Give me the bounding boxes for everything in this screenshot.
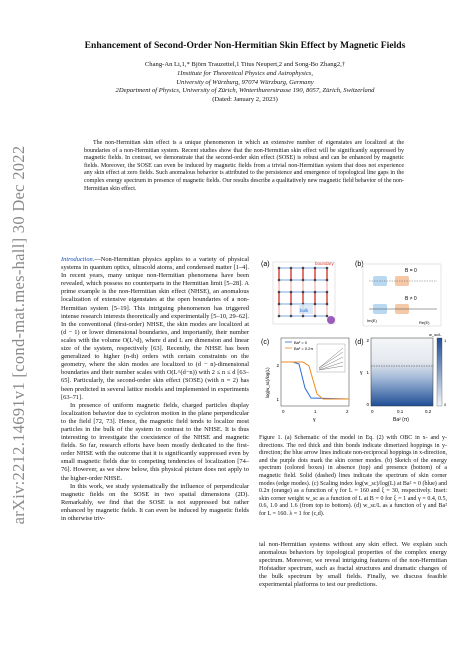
- d-ytick-2: 2: [366, 338, 369, 343]
- colorbar-title: w_sc/L: [429, 332, 442, 337]
- d-ylabel: γ: [360, 370, 363, 376]
- c-ylabel: log(w_sc)/log(L): [265, 367, 270, 398]
- c-ytick-1: 1: [276, 397, 279, 402]
- lattice-site: [326, 303, 329, 306]
- d-ytick-0: 0: [366, 402, 369, 407]
- boundary-label: boundary: [315, 261, 334, 266]
- panel-d-label: (d): [355, 339, 364, 346]
- figure-1-caption: Figure 1. (a) Schematic of the model in Eq. (2) with OBC in x- and y-directions. The red thick and thin bonds indicate dimerized hoppings in y-direction; the blue arrow lines indicate non-reciprocal hoppings in x-direction, and the purple dots mark the skin corner modes. (b) Sketch of the energy spectrum (colored boxes) in absence (top) and presence (bottom) of a magnetic field. Solid (dashed) lines indicate the spectrum of skin corner modes (edge modes). (c) Scaling index log(w_sc)/log(L) at Ba² = 0 (blue) and 0.2π (orange) as a function of γ for L = 160 and ξ = 30, respectively. Inset: skin corner weight w_sc as a function of L at B = 0 for ξ = 1 and γ = 0.4, 0.5, 0.6, 1.0 and 1.6 (from top to bottom). (d) w_sc/L as a function of γ and Ba² for L = 160. λ = 1 for (c,d).: [259, 435, 447, 517]
- intro-paragraph-1: [61, 256, 249, 402]
- b-top-label: B = 0: [405, 268, 417, 274]
- arxiv-stamp: [4, 0, 34, 670]
- lattice-site: [290, 267, 293, 270]
- lattice-site: [326, 279, 329, 282]
- left-column: [61, 256, 249, 523]
- lattice-site: [302, 315, 305, 318]
- abstract: The non-Hermitian skin effect is a unique phenomenon in which an extensive number of eigenstates are localized at the boundaries of a non-Hermitian system. Recent studies show that the non-Hermitian skin effect will be significantly suppressed by magnetic fields. In contrast, we demonstrate that the second-order skin effect (SOSE) is robust and can be enhanced by magnetic fields. Moreover, the SOSE can even be induced by magnetic fields from a trivial non-Hermitian system that does not experience any skin effect at zero fields. Such anomalous behavior is attributed to the persistence and emergence of topological line gaps in the complex energy spectrum in presence of magnetic fields. Our results describe a qualitatively new magnetic field behavior of the non-Hermitian skin effect.: [84, 140, 404, 192]
- colorbar-tick-max: 1: [444, 338, 447, 343]
- affiliation-1: 1Institute for Theoretical Physics and Astrophysics,: [176, 69, 313, 77]
- b-bottom-label: B ≠ 0: [405, 296, 417, 302]
- lattice-site: [314, 303, 317, 306]
- paper-title: Enhancement of Second-Order Non-Hermitian Skin Effect by Magnetic Fields: [84, 40, 406, 51]
- c-xtick-0: 0: [282, 409, 285, 414]
- lattice-site: [326, 315, 329, 318]
- figure-1-graphic: [259, 258, 449, 428]
- b-xlabel: Re(E): [419, 320, 430, 325]
- lattice-site: [290, 279, 293, 282]
- colorbar: [437, 338, 442, 406]
- panel-b-frame: [363, 264, 441, 326]
- lattice-site: [278, 315, 281, 318]
- affiliation-2: 2Department of Physics, University of Zürich, Winterthurerstrasse 190, 8057, Zürich, Switzerland: [115, 87, 375, 95]
- d-xtick-1: 0.1: [397, 409, 404, 414]
- lattice-site: [278, 279, 281, 282]
- intro-paragraph-3: In this work, we study systematically the influence of perpendicular magnetic fields on the SOSE in two spatial dimensions (2D). Remarkably, we find that the SOSE is not suppressed but rather enhanced by magnetic fields. It can even be induced by magnetic fields in otherwise triv-: [61, 482, 249, 522]
- bulk-label: bulk: [300, 308, 309, 313]
- lattice-site: [314, 315, 317, 318]
- b-ylabel: Im(E): [367, 318, 377, 323]
- lattice-site: [314, 267, 317, 270]
- panel-c-plot: [265, 338, 349, 423]
- d-xtick-0: 0: [371, 409, 374, 414]
- heatmap: [371, 338, 433, 406]
- lattice-schematic: [273, 262, 335, 324]
- lattice-site: [290, 291, 293, 294]
- lattice-site: [278, 303, 281, 306]
- lattice-site: [278, 267, 281, 270]
- lattice-site: [290, 315, 293, 318]
- intro-heading: Introduction.: [61, 256, 95, 263]
- c-xtick-1: 1: [314, 409, 317, 414]
- d-ytick-1: 1: [366, 370, 369, 375]
- lattice-site: [278, 291, 281, 294]
- lattice-site: [302, 267, 305, 270]
- lattice-frame: [273, 262, 335, 324]
- lattice-site: [326, 291, 329, 294]
- right-paragraph: ial non-Hermitian systems without any skin effect. We explain such anomalous behaviors by topological properties of the complex energy spectrum. Moreover, we reveal intriguing features of the non-Hermitian Hofstadter spectrum, such as fractal structures and dramatic changes of the bulk spectrum by small fields. Finally, we discuss feasible experimental platforms to test our predictions.: [259, 541, 447, 589]
- colorbar-tick-min: 0: [444, 402, 447, 407]
- lattice-site: [314, 279, 317, 282]
- d-xtick-2: 0.2: [425, 409, 432, 414]
- c-ytick-2: 2: [276, 363, 279, 368]
- author-list: Chang-An Li,1,* Björn Trauzettel,1 Titus Neupert,2 and Song-Bo Zhang2,†: [144, 61, 346, 68]
- legend-c1-text: Ba² = 0: [294, 340, 308, 345]
- arxiv-stamp-text: arXiv:2212.14691v1 [cond-mat.mes-hall] 30 Dec 2022: [9, 145, 28, 525]
- skin-corner-mode: [327, 316, 335, 324]
- lattice-site: [302, 291, 305, 294]
- intro-paragraph-2: In presence of uniform magnetic fields, charged particles display localization behavior due to cyclotron motion in the plane perpendicular to the field [72, 73]. Hence, the magnetic field tends to localize most particles in the bulk of the system in contrast to the NHSE. It is thus interesting to investigate the coexistence of the NHSE and magnetic fields. So far, research efforts have been mostly dedicated to the first-order NHSE with the outcome that it is significantly suppressed even by small magnetic fields due to competing tendencies of localization [74–76]. However, as we show below, this physical picture does not apply to the higher-order NHSE.: [61, 401, 249, 482]
- d-xlabel: Ba² (π): [393, 417, 409, 423]
- c-xlabel: γ: [313, 417, 316, 423]
- date-line: (Dated: January 2, 2023): [212, 96, 278, 104]
- author-block: [60, 61, 430, 105]
- right-column: [259, 541, 447, 590]
- panel-c-label: (c): [261, 339, 270, 346]
- legend-c2-text: Ba² = 0.2π: [294, 346, 314, 351]
- affiliation-1b: University of Würzburg, 97074 Würzburg, Germany: [176, 78, 314, 86]
- intro-text-1: —Non-Hermitian physics applies to a variety of physical systems in quantum optics, ultracold atoms, and condensed matter [1–4]. In recent years, many unique non-Hermitian phenomena have been revealed, which possess no counterparts in the Hermitian limit [5–28]. A prime example is the non-Hermitian skin effect (NHSE), an anomalous localization of extensive eigenstates at the open boundaries of a non-Hermitian system [5–19]. This intriguing phenomenon has triggered intense research interests theoretically and experimentally [5–10, 29–62]. In the conventional (first-order) NHSE, the skin modes are localized at (d − 1) or lower dimensional boundaries, and importantly, their number scales with the volume O(L^d), where d and L are dimension and linear size of the system, respectively [63]. Recently, the NHSE has been generalized to higher (n-th) orders with certain constraints on the geometry, where the skin modes are localized to (d − n)-dimensional boundaries and their number scales with O(L^(d−n)) with 2 ≤ n ≤ d [63–65]. Particularly, the second-order skin effect (SOSE) (with n = 2) has been predicted in several lattice models and implemented in experiments [63–71].: [61, 256, 249, 401]
- panel-a-label: (a): [261, 261, 270, 268]
- panel-b-label: (b): [355, 261, 364, 268]
- lattice-site: [290, 303, 293, 306]
- figure-1: [259, 258, 449, 428]
- panel-d-plot: [360, 332, 447, 423]
- lattice-site: [314, 291, 317, 294]
- c-xtick-2: 2: [346, 409, 349, 414]
- lattice-site: [326, 267, 329, 270]
- lattice-site: [302, 279, 305, 282]
